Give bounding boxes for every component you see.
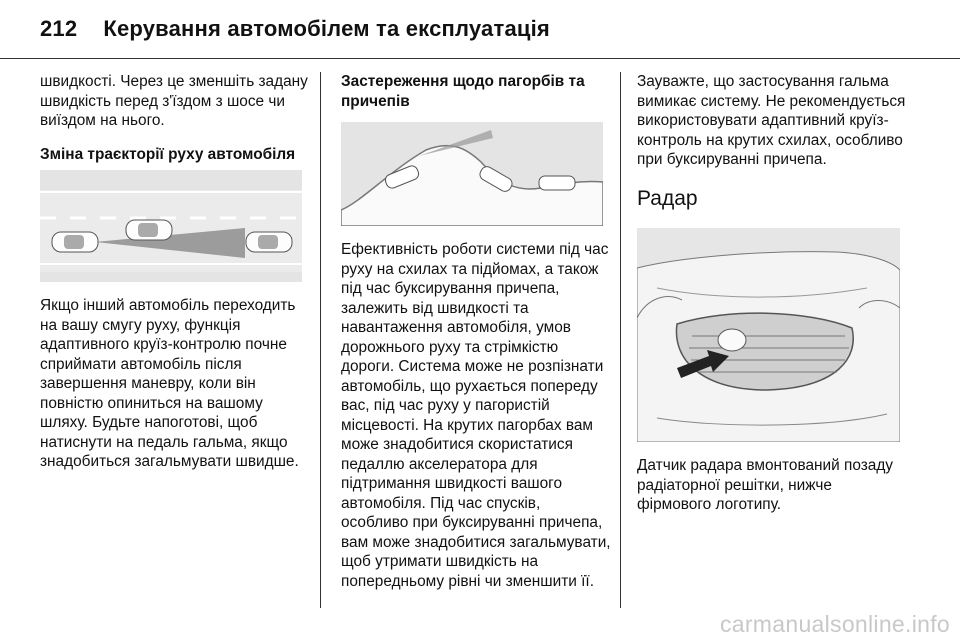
- page-header: [40, 16, 550, 42]
- column-divider-1: [320, 72, 321, 608]
- logo-icon: [718, 329, 746, 351]
- watermark: carmanualsonline.info: [719, 611, 950, 637]
- hills-paragraph: Ефективність роботи системи під час руху на схилах та підйомах, а також під час буксирування причепа, залежить від швидкості та навантаження автомобіля, умов дорожнього руху та стрімкістю дороги. Система може не розпізнати автомобіль, що рухається попереду вас, під час руху у пагористій місцевості. На крутих пагорбах вам може знадобитися скористатися педаллю акселератора для підтримання швидкості вашого автомобіля. Під час спусків, особливо при буксируванні причепа, вам може знадобитися загальмувати, щоб утримати швидкість на попередньому рівні чи зменшити її.: [341, 241, 611, 590]
- lane-change-text: [40, 296, 312, 472]
- hills-text: [341, 240, 611, 591]
- header-rule: [0, 58, 960, 59]
- car-flat-icon: [539, 176, 575, 190]
- hills-illustration: [341, 122, 603, 226]
- car-left-icon: [52, 232, 98, 252]
- page-title: Керування автомобілем та експлуатація: [103, 16, 550, 41]
- column-3: [637, 72, 907, 212]
- intro-paragraph: швидкості. Через це зменшіть задану швидкість перед з'їздом з шосе чи виїздом на нього.: [40, 73, 308, 129]
- lane-change-heading: Зміна траєкторії руху автомобіля: [40, 145, 296, 163]
- brake-note-paragraph: Зауважте, що застосування гальма вимикає систему. Не рекомендується використовувати адаптивний круїз-контроль на крутих схилах, особливо при буксируванні причепа.: [637, 73, 906, 168]
- radar-caption: Датчик радара вмонтований позаду радіаторної решітки, нижче фірмового логотипу.: [637, 457, 893, 513]
- column-1: [40, 72, 308, 164]
- car-middle-icon: [126, 220, 172, 240]
- radar-text: [637, 456, 909, 515]
- page-number: 212: [40, 16, 78, 41]
- hills-heading: Застереження щодо пагорбів та причепів: [341, 73, 585, 110]
- lane-change-illustration: [40, 170, 302, 282]
- radar-illustration: [637, 228, 900, 442]
- column-2: [341, 72, 603, 111]
- car-right-icon: [246, 232, 292, 252]
- lane-change-paragraph: Якщо інший автомобіль переходить на вашу смугу руху, функція адаптивного круїз-контролю почне сприймати автомобіль після завершення маневру, коли він повністю опиниться на вашому шляху. Будьте напоготові, щоб натиснути на педаль гальма, якщо знадобиться загальмувати швидше.: [40, 297, 299, 470]
- column-divider-2: [620, 72, 621, 608]
- radar-heading: Радар: [637, 186, 698, 210]
